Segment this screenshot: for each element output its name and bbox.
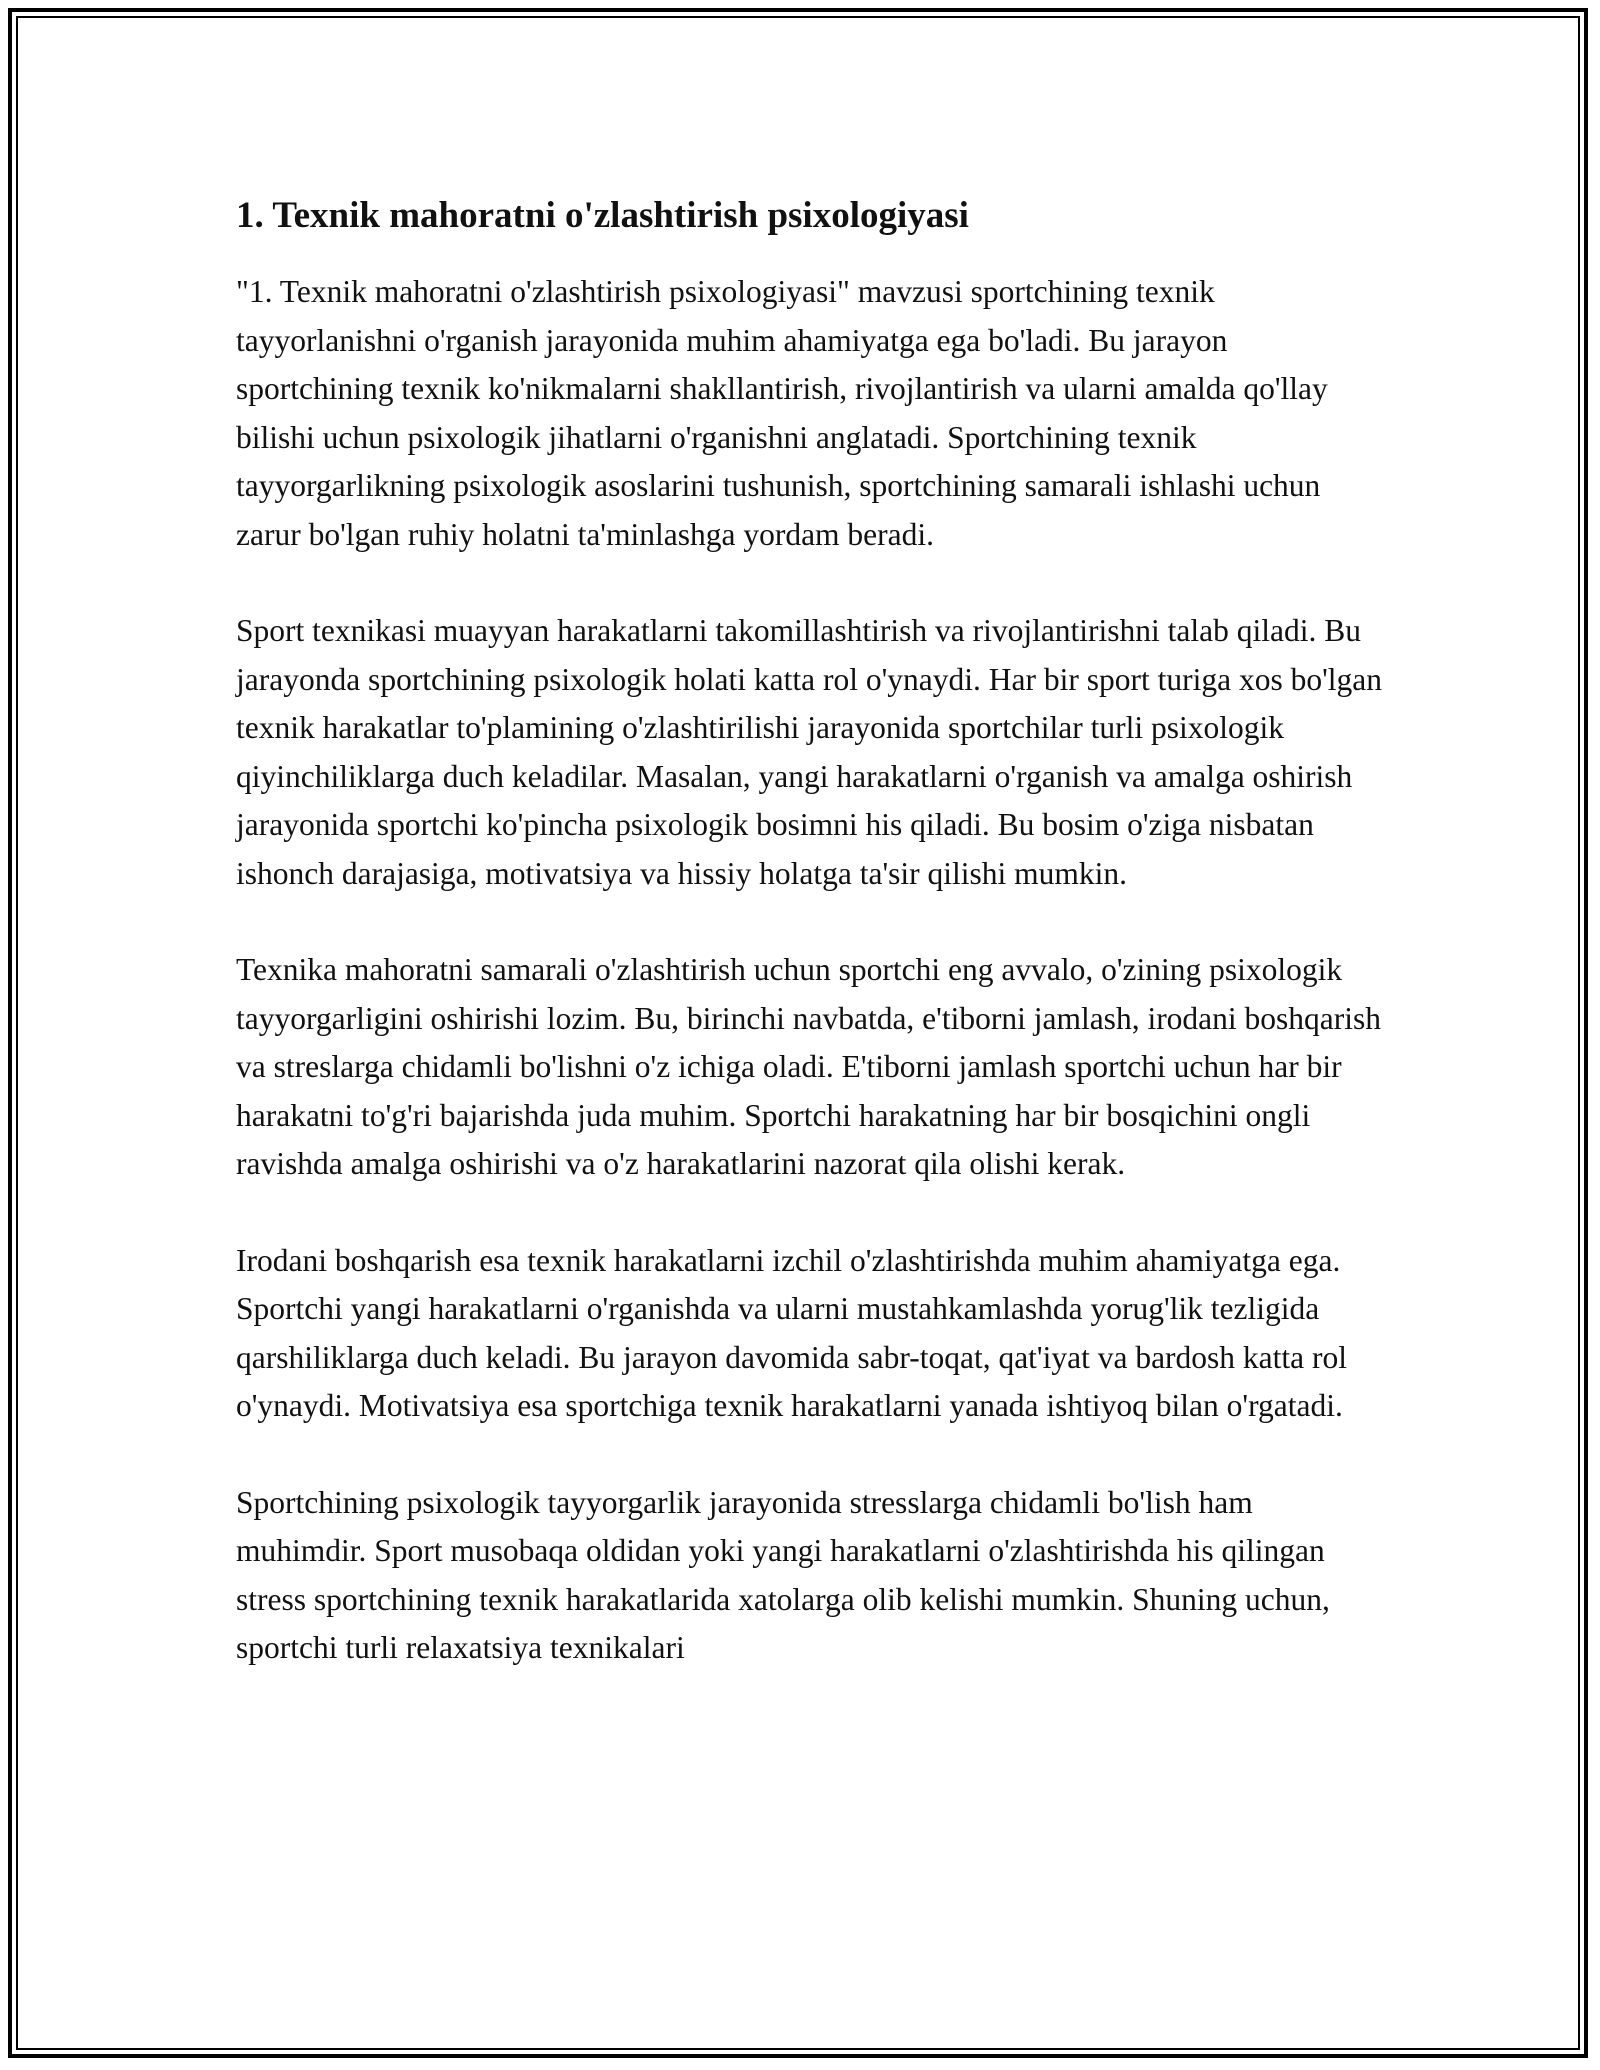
paragraph-4: Irodani boshqarish esa texnik harakatlarni izchil o'zlashtirishda muhim ahamiyatga ega. Sportchi yangi harakatlarni o'rganishda va ularni mustahkamlashda yorug'lik tezligida qarshiliklarga duch keladi. Bu jarayon davomida sabr-toqat, qat'iyat va bardosh katta rol o'ynaydi. Motivatsiya esa sportchiga texnik harakatlarni yanada ishtiyoq bilan o'rgatadi. (236, 1242, 1348, 1423)
paragraph-1: "1. Texnik mahoratni o'zlashtirish psixologiyasi" mavzusi sportchining texnik tayyorlanishni o'rganish jarayonida muhim ahamiyatga ega bo'ladi. Bu jarayon sportchining texnik ko'nikmalarni shakllantirish, rivojlantirish va ularni amalda qo'llay bilishi uchun psixologik jihatlarni o'rganishni anglatadi. Sportchining texnik tayyorgarlikning psixologik asoslarini tushunish, sportchining samarali ishlashi uchun zarur bo'lgan ruhiy holatni ta'minlashga yordam beradi. (236, 274, 1328, 552)
paragraph-5: Sportchining psixologik tayyorgarlik jarayonida stresslarga chidamli bo'lish ham muhimdir. Sport musobaqa oldidan yoki yangi harakatlarni o'zlashtirishda his qilingan stress sportchining texnik harakatlarida xatolarga olib kelishi mumkin. Shuning uchun, sportchi turli relaxatsiya texnikalari (236, 1484, 1330, 1665)
document-body (236, 188, 1386, 1673)
section-heading: 1. Texnik mahoratni o'zlashtirish psixologiyasi (236, 195, 969, 236)
paragraph-2: Sport texnikasi muayyan harakatlarni takomillashtirish va rivojlantirishni talab qiladi. Bu jarayonda sportchining psixologik holati katta rol o'ynaydi. Har bir sport turiga xos bo'lgan texnik harakatlar to'plamining o'zlashtirilishi jarayonida sportchilar turli psixologik qiyinchiliklarga duch keladilar. Masalan, yangi harakatlarni o'rganish va amalga oshirish jarayonida sportchi ko'pincha psixologik bosimni his qiladi. Bu bosim o'ziga nisbatan ishonch darajasiga, motivatsiya va hissiy holatga ta'sir qilishi mumkin. (236, 613, 1383, 891)
paragraph-3: Texnika mahoratni samarali o'zlashtirish uchun sportchi eng avvalo, o'zining psixologik tayyorgarligini oshirishi lozim. Bu, birinchi navbatda, e'tiborni jamlash, irodani boshqarish va streslarga chidamli bo'lishni o'z ichiga oladi. E'tiborni jamlash sportchi uchun har bir harakatni to'g'ri bajarishda juda muhim. Sportchi harakatning har bir bosqichini ongli ravishda amalga oshirishi va o'z harakatlarini nazorat qila olishi kerak. (236, 952, 1382, 1181)
